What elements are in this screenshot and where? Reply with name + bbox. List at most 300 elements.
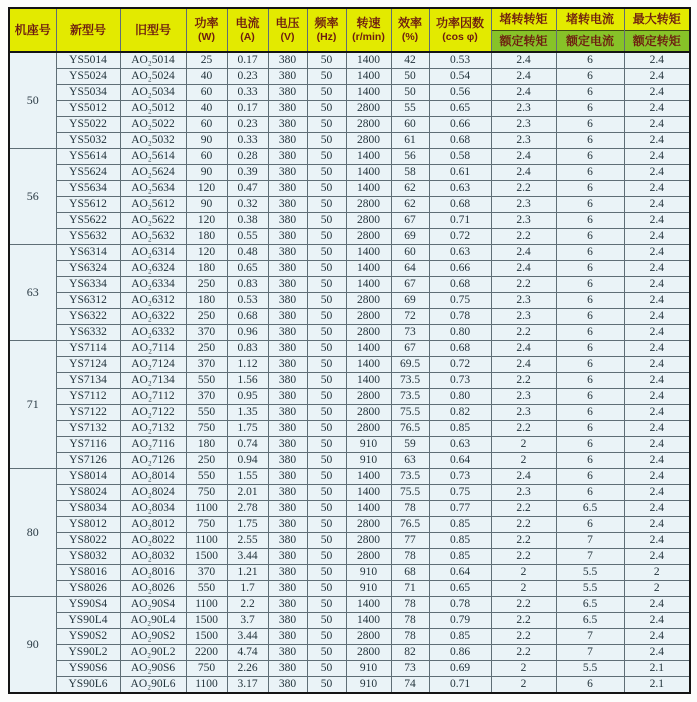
cell-efficiency: 73.5: [391, 373, 429, 389]
cell-current: 2.01: [227, 485, 268, 501]
cell-new-model: YS90L4: [56, 613, 120, 629]
table-row: [9, 52, 690, 69]
cell-power-factor: 0.69: [429, 661, 491, 677]
cell-locked-current-ratio: 6: [556, 373, 624, 389]
cell-voltage: 380: [268, 213, 307, 229]
cell-current: 0.94: [227, 453, 268, 469]
cell-locked-current-ratio: 6: [556, 325, 624, 341]
cell-current: 1.56: [227, 373, 268, 389]
cell-frame-size: 80: [9, 469, 56, 597]
cell-old-model: AO₂8022: [120, 533, 186, 549]
cell-current: 3.44: [227, 549, 268, 565]
cell-frequency: 50: [307, 629, 346, 645]
cell-efficiency: 76.5: [391, 421, 429, 437]
table-row: [9, 405, 690, 421]
cell-speed: 1400: [346, 485, 391, 501]
cell-current: 1.7: [227, 581, 268, 597]
cell-power: 2200: [186, 645, 227, 661]
cell-old-model: AO₂7134: [120, 373, 186, 389]
cell-max-torque-ratio: 2.4: [624, 453, 690, 469]
cell-locked-torque-ratio: 2.3: [491, 117, 556, 133]
cell-power-factor: 0.68: [429, 341, 491, 357]
cell-new-model: YS90S6: [56, 661, 120, 677]
cell-frequency: 50: [307, 213, 346, 229]
header-locked-torque-denominator: 额定转矩: [492, 30, 556, 51]
cell-power: 550: [186, 581, 227, 597]
cell-power-factor: 0.73: [429, 373, 491, 389]
cell-efficiency: 50: [391, 85, 429, 101]
cell-old-model: AO₂90L2: [120, 645, 186, 661]
cell-current: 1.75: [227, 517, 268, 533]
cell-power-factor: 0.64: [429, 453, 491, 469]
cell-speed: 1400: [346, 69, 391, 85]
cell-current: 0.33: [227, 133, 268, 149]
cell-old-model: AO₂90S6: [120, 661, 186, 677]
header-frequency-unit: (Hz): [316, 30, 337, 43]
table-row: [9, 85, 690, 101]
cell-locked-current-ratio: 6: [556, 52, 624, 69]
cell-frequency: 50: [307, 181, 346, 197]
cell-power: 1500: [186, 549, 227, 565]
cell-locked-torque-ratio: 2.2: [491, 277, 556, 293]
header-power-factor-label: 功率因数: [435, 15, 484, 30]
table-row: [9, 437, 690, 453]
cell-old-model: AO₂6334: [120, 277, 186, 293]
cell-old-model: AO₂7132: [120, 421, 186, 437]
table-row: [9, 101, 690, 117]
cell-speed: 910: [346, 437, 391, 453]
cell-new-model: YS7114: [56, 341, 120, 357]
cell-old-model: AO₂8016: [120, 565, 186, 581]
cell-speed: 2800: [346, 645, 391, 661]
cell-current: 0.55: [227, 229, 268, 245]
cell-speed: 1400: [346, 597, 391, 613]
cell-voltage: 380: [268, 197, 307, 213]
cell-voltage: 380: [268, 501, 307, 517]
table-row: [9, 485, 690, 501]
cell-max-torque-ratio: 2.4: [624, 101, 690, 117]
cell-power-factor: 0.68: [429, 197, 491, 213]
cell-new-model: YS5012: [56, 101, 120, 117]
header-frame-size: 机座号: [9, 8, 56, 52]
cell-speed: 2800: [346, 293, 391, 309]
cell-voltage: 380: [268, 629, 307, 645]
table-row: [9, 565, 690, 581]
cell-power: 1500: [186, 629, 227, 645]
cell-locked-torque-ratio: 2: [491, 453, 556, 469]
cell-locked-current-ratio: 7: [556, 645, 624, 661]
cell-max-torque-ratio: 2.4: [624, 533, 690, 549]
cell-current: 2.26: [227, 661, 268, 677]
cell-locked-current-ratio: 7: [556, 549, 624, 565]
cell-locked-torque-ratio: 2.3: [491, 213, 556, 229]
cell-efficiency: 75.5: [391, 485, 429, 501]
cell-new-model: YS5624: [56, 165, 120, 181]
cell-locked-current-ratio: 7: [556, 629, 624, 645]
cell-old-model: AO₂7116: [120, 437, 186, 453]
cell-current: 1.21: [227, 565, 268, 581]
cell-voltage: 380: [268, 677, 307, 694]
cell-new-model: YS7126: [56, 453, 120, 469]
cell-locked-current-ratio: 6: [556, 357, 624, 373]
cell-frequency: 50: [307, 245, 346, 261]
cell-locked-current-ratio: 6: [556, 453, 624, 469]
cell-old-model: AO₂7126: [120, 453, 186, 469]
cell-power-factor: 0.85: [429, 517, 491, 533]
cell-max-torque-ratio: 2.4: [624, 597, 690, 613]
cell-frequency: 50: [307, 501, 346, 517]
cell-locked-torque-ratio: 2.3: [491, 197, 556, 213]
cell-power-factor: 0.66: [429, 117, 491, 133]
cell-locked-current-ratio: 6: [556, 677, 624, 694]
table-body: [9, 52, 690, 693]
cell-locked-current-ratio: 6.5: [556, 597, 624, 613]
cell-locked-torque-ratio: 2.4: [491, 245, 556, 261]
cell-locked-torque-ratio: 2.2: [491, 517, 556, 533]
cell-power: 90: [186, 165, 227, 181]
header-max-torque-numerator: 最大转矩: [632, 12, 681, 26]
cell-new-model: YS90S4: [56, 597, 120, 613]
cell-speed: 2800: [346, 197, 391, 213]
cell-old-model: AO₂7122: [120, 405, 186, 421]
cell-max-torque-ratio: 2.4: [624, 133, 690, 149]
cell-old-model: AO₂5012: [120, 101, 186, 117]
cell-power: 180: [186, 437, 227, 453]
cell-new-model: YS5614: [56, 149, 120, 165]
cell-max-torque-ratio: 2.4: [624, 149, 690, 165]
cell-current: 0.95: [227, 389, 268, 405]
cell-efficiency: 72: [391, 309, 429, 325]
cell-locked-torque-ratio: 2.2: [491, 549, 556, 565]
cell-new-model: YS8024: [56, 485, 120, 501]
cell-max-torque-ratio: 2.4: [624, 485, 690, 501]
cell-new-model: YS5632: [56, 229, 120, 245]
cell-voltage: 380: [268, 101, 307, 117]
cell-speed: 2800: [346, 229, 391, 245]
cell-voltage: 380: [268, 357, 307, 373]
cell-old-model: AO₂8034: [120, 501, 186, 517]
cell-speed: 910: [346, 661, 391, 677]
cell-max-torque-ratio: 2.1: [624, 677, 690, 694]
cell-power: 250: [186, 309, 227, 325]
cell-current: 2.78: [227, 501, 268, 517]
cell-current: 0.47: [227, 181, 268, 197]
cell-voltage: 380: [268, 69, 307, 85]
cell-speed: 2800: [346, 117, 391, 133]
cell-max-torque-ratio: 2.4: [624, 309, 690, 325]
cell-new-model: YS8026: [56, 581, 120, 597]
cell-current: 2.55: [227, 533, 268, 549]
cell-voltage: 380: [268, 293, 307, 309]
header-speed: [346, 8, 391, 52]
cell-locked-torque-ratio: 2: [491, 677, 556, 694]
cell-speed: 1400: [346, 357, 391, 373]
cell-power-factor: 0.71: [429, 677, 491, 694]
cell-locked-torque-ratio: 2.3: [491, 485, 556, 501]
header-power-factor-unit: (cos φ): [442, 30, 478, 43]
cell-frequency: 50: [307, 52, 346, 69]
cell-locked-current-ratio: 6: [556, 485, 624, 501]
cell-frequency: 50: [307, 613, 346, 629]
cell-power-factor: 0.78: [429, 309, 491, 325]
cell-locked-current-ratio: 6: [556, 437, 624, 453]
cell-power: 250: [186, 277, 227, 293]
cell-speed: 2800: [346, 325, 391, 341]
cell-power: 370: [186, 325, 227, 341]
cell-old-model: AO₂5032: [120, 133, 186, 149]
cell-efficiency: 58: [391, 165, 429, 181]
cell-efficiency: 63: [391, 453, 429, 469]
cell-frequency: 50: [307, 677, 346, 694]
cell-new-model: YS7124: [56, 357, 120, 373]
cell-max-torque-ratio: 2.4: [624, 69, 690, 85]
cell-speed: 2800: [346, 405, 391, 421]
cell-max-torque-ratio: 2.1: [624, 661, 690, 677]
table-row: [9, 69, 690, 85]
cell-speed: 2800: [346, 421, 391, 437]
cell-speed: 1400: [346, 181, 391, 197]
cell-efficiency: 61: [391, 133, 429, 149]
cell-speed: 1400: [346, 52, 391, 69]
cell-speed: 910: [346, 565, 391, 581]
cell-current: 0.65: [227, 261, 268, 277]
cell-speed: 2800: [346, 133, 391, 149]
cell-power-factor: 0.56: [429, 85, 491, 101]
header-efficiency-unit: (%): [401, 30, 419, 43]
header-voltage-label: 电压: [275, 15, 300, 30]
header-voltage-unit: (V): [280, 30, 295, 43]
cell-power: 60: [186, 149, 227, 165]
cell-power-factor: 0.80: [429, 389, 491, 405]
cell-speed: 2800: [346, 101, 391, 117]
cell-max-torque-ratio: 2.4: [624, 245, 690, 261]
cell-power: 1500: [186, 613, 227, 629]
cell-power: 1100: [186, 501, 227, 517]
cell-locked-torque-ratio: 2.4: [491, 165, 556, 181]
cell-locked-current-ratio: 6: [556, 277, 624, 293]
cell-old-model: AO₂5014: [120, 52, 186, 69]
cell-speed: 1400: [346, 85, 391, 101]
cell-power-factor: 0.71: [429, 213, 491, 229]
cell-frequency: 50: [307, 357, 346, 373]
cell-old-model: AO₂6314: [120, 245, 186, 261]
cell-voltage: 380: [268, 437, 307, 453]
cell-speed: 1400: [346, 165, 391, 181]
cell-frequency: 50: [307, 325, 346, 341]
cell-efficiency: 78: [391, 629, 429, 645]
cell-locked-torque-ratio: 2.3: [491, 389, 556, 405]
table-row: [9, 165, 690, 181]
header-speed-unit: (r/min): [352, 30, 385, 43]
cell-new-model: YS6334: [56, 277, 120, 293]
cell-power: 1100: [186, 597, 227, 613]
cell-power-factor: 0.63: [429, 245, 491, 261]
cell-locked-torque-ratio: 2.4: [491, 69, 556, 85]
cell-new-model: YS7122: [56, 405, 120, 421]
table-row: [9, 373, 690, 389]
cell-max-torque-ratio: 2.4: [624, 197, 690, 213]
cell-locked-current-ratio: 6: [556, 69, 624, 85]
cell-locked-current-ratio: 6: [556, 101, 624, 117]
cell-power-factor: 0.65: [429, 101, 491, 117]
cell-locked-torque-ratio: 2.4: [491, 149, 556, 165]
cell-power-factor: 0.75: [429, 293, 491, 309]
header-speed-label: 转速: [356, 15, 381, 30]
cell-locked-torque-ratio: 2.4: [491, 261, 556, 277]
cell-efficiency: 74: [391, 677, 429, 694]
cell-locked-torque-ratio: 2.4: [491, 85, 556, 101]
cell-speed: 2800: [346, 213, 391, 229]
cell-efficiency: 50: [391, 69, 429, 85]
cell-voltage: 380: [268, 149, 307, 165]
table-row: [9, 389, 690, 405]
cell-locked-torque-ratio: 2.3: [491, 405, 556, 421]
header-power: [186, 8, 227, 52]
table-row: [9, 661, 690, 677]
cell-efficiency: 56: [391, 149, 429, 165]
cell-new-model: YS5014: [56, 52, 120, 69]
cell-power: 750: [186, 517, 227, 533]
cell-locked-torque-ratio: 2.4: [491, 357, 556, 373]
header-power-label: 功率: [194, 15, 219, 30]
cell-frequency: 50: [307, 133, 346, 149]
cell-old-model: AO₂5612: [120, 197, 186, 213]
cell-power: 180: [186, 261, 227, 277]
cell-locked-torque-ratio: 2.3: [491, 293, 556, 309]
table-row: [9, 261, 690, 277]
cell-power-factor: 0.77: [429, 501, 491, 517]
cell-power: 250: [186, 341, 227, 357]
cell-speed: 1400: [346, 341, 391, 357]
cell-locked-current-ratio: 6: [556, 165, 624, 181]
cell-new-model: YS6314: [56, 245, 120, 261]
cell-power-factor: 0.54: [429, 69, 491, 85]
cell-efficiency: 60: [391, 117, 429, 133]
cell-current: 0.74: [227, 437, 268, 453]
cell-voltage: 380: [268, 581, 307, 597]
cell-current: 3.44: [227, 629, 268, 645]
cell-speed: 2800: [346, 629, 391, 645]
cell-locked-torque-ratio: 2.2: [491, 533, 556, 549]
cell-voltage: 380: [268, 85, 307, 101]
cell-frequency: 50: [307, 533, 346, 549]
cell-speed: 2800: [346, 309, 391, 325]
cell-frequency: 50: [307, 293, 346, 309]
cell-power: 180: [186, 229, 227, 245]
cell-locked-torque-ratio: 2.3: [491, 101, 556, 117]
cell-current: 0.83: [227, 341, 268, 357]
cell-max-torque-ratio: 2.4: [624, 437, 690, 453]
cell-speed: 1400: [346, 149, 391, 165]
cell-efficiency: 42: [391, 52, 429, 69]
cell-voltage: 380: [268, 261, 307, 277]
cell-current: 1.75: [227, 421, 268, 437]
cell-voltage: 380: [268, 565, 307, 581]
cell-current: 0.39: [227, 165, 268, 181]
cell-voltage: 380: [268, 389, 307, 405]
cell-max-torque-ratio: 2.4: [624, 549, 690, 565]
cell-speed: 1400: [346, 261, 391, 277]
cell-efficiency: 78: [391, 549, 429, 565]
cell-frequency: 50: [307, 101, 346, 117]
cell-locked-torque-ratio: 2.3: [491, 133, 556, 149]
cell-frequency: 50: [307, 229, 346, 245]
cell-efficiency: 77: [391, 533, 429, 549]
cell-power: 250: [186, 453, 227, 469]
cell-locked-torque-ratio: 2: [491, 581, 556, 597]
cell-new-model: YS5622: [56, 213, 120, 229]
cell-old-model: AO₂6324: [120, 261, 186, 277]
header-frequency-label: 频率: [314, 15, 339, 30]
cell-frequency: 50: [307, 421, 346, 437]
cell-frequency: 50: [307, 85, 346, 101]
cell-max-torque-ratio: 2.4: [624, 357, 690, 373]
cell-power-factor: 0.85: [429, 549, 491, 565]
cell-current: 0.17: [227, 101, 268, 117]
cell-voltage: 380: [268, 181, 307, 197]
cell-locked-current-ratio: 6: [556, 133, 624, 149]
header-locked-torque-ratio: [491, 8, 556, 52]
cell-frequency: 50: [307, 197, 346, 213]
cell-voltage: 380: [268, 245, 307, 261]
cell-current: 1.55: [227, 469, 268, 485]
cell-power: 370: [186, 357, 227, 373]
cell-power-factor: 0.65: [429, 581, 491, 597]
table-row: [9, 469, 690, 485]
cell-locked-torque-ratio: 2.2: [491, 325, 556, 341]
cell-current: 0.83: [227, 277, 268, 293]
cell-frequency: 50: [307, 261, 346, 277]
cell-max-torque-ratio: 2.4: [624, 117, 690, 133]
cell-power: 60: [186, 117, 227, 133]
cell-power-factor: 0.53: [429, 52, 491, 69]
cell-efficiency: 69: [391, 229, 429, 245]
cell-locked-current-ratio: 6: [556, 117, 624, 133]
cell-locked-current-ratio: 6: [556, 293, 624, 309]
cell-efficiency: 73.5: [391, 469, 429, 485]
cell-voltage: 380: [268, 661, 307, 677]
cell-voltage: 380: [268, 453, 307, 469]
cell-old-model: AO₂8026: [120, 581, 186, 597]
table-row: [9, 501, 690, 517]
header-current-label: 电流: [235, 15, 260, 30]
cell-old-model: AO₂6332: [120, 325, 186, 341]
cell-old-model: AO₂90S2: [120, 629, 186, 645]
cell-speed: 1400: [346, 469, 391, 485]
cell-frame-size: 63: [9, 245, 56, 341]
cell-locked-torque-ratio: 2: [491, 661, 556, 677]
table-row: [9, 277, 690, 293]
table-row: [9, 133, 690, 149]
cell-power: 40: [186, 101, 227, 117]
cell-power-factor: 0.68: [429, 133, 491, 149]
table-row: [9, 421, 690, 437]
motor-spec-table: [8, 7, 691, 694]
cell-max-torque-ratio: 2.4: [624, 85, 690, 101]
cell-power: 180: [186, 293, 227, 309]
header-current: [227, 8, 268, 52]
cell-max-torque-ratio: 2.4: [624, 517, 690, 533]
cell-locked-current-ratio: 6: [556, 389, 624, 405]
cell-power-factor: 0.80: [429, 325, 491, 341]
cell-max-torque-ratio: 2.4: [624, 325, 690, 341]
cell-speed: 1400: [346, 613, 391, 629]
cell-current: 1.12: [227, 357, 268, 373]
table-row: [9, 629, 690, 645]
cell-max-torque-ratio: 2: [624, 581, 690, 597]
table-row: [9, 645, 690, 661]
cell-locked-current-ratio: 6: [556, 341, 624, 357]
